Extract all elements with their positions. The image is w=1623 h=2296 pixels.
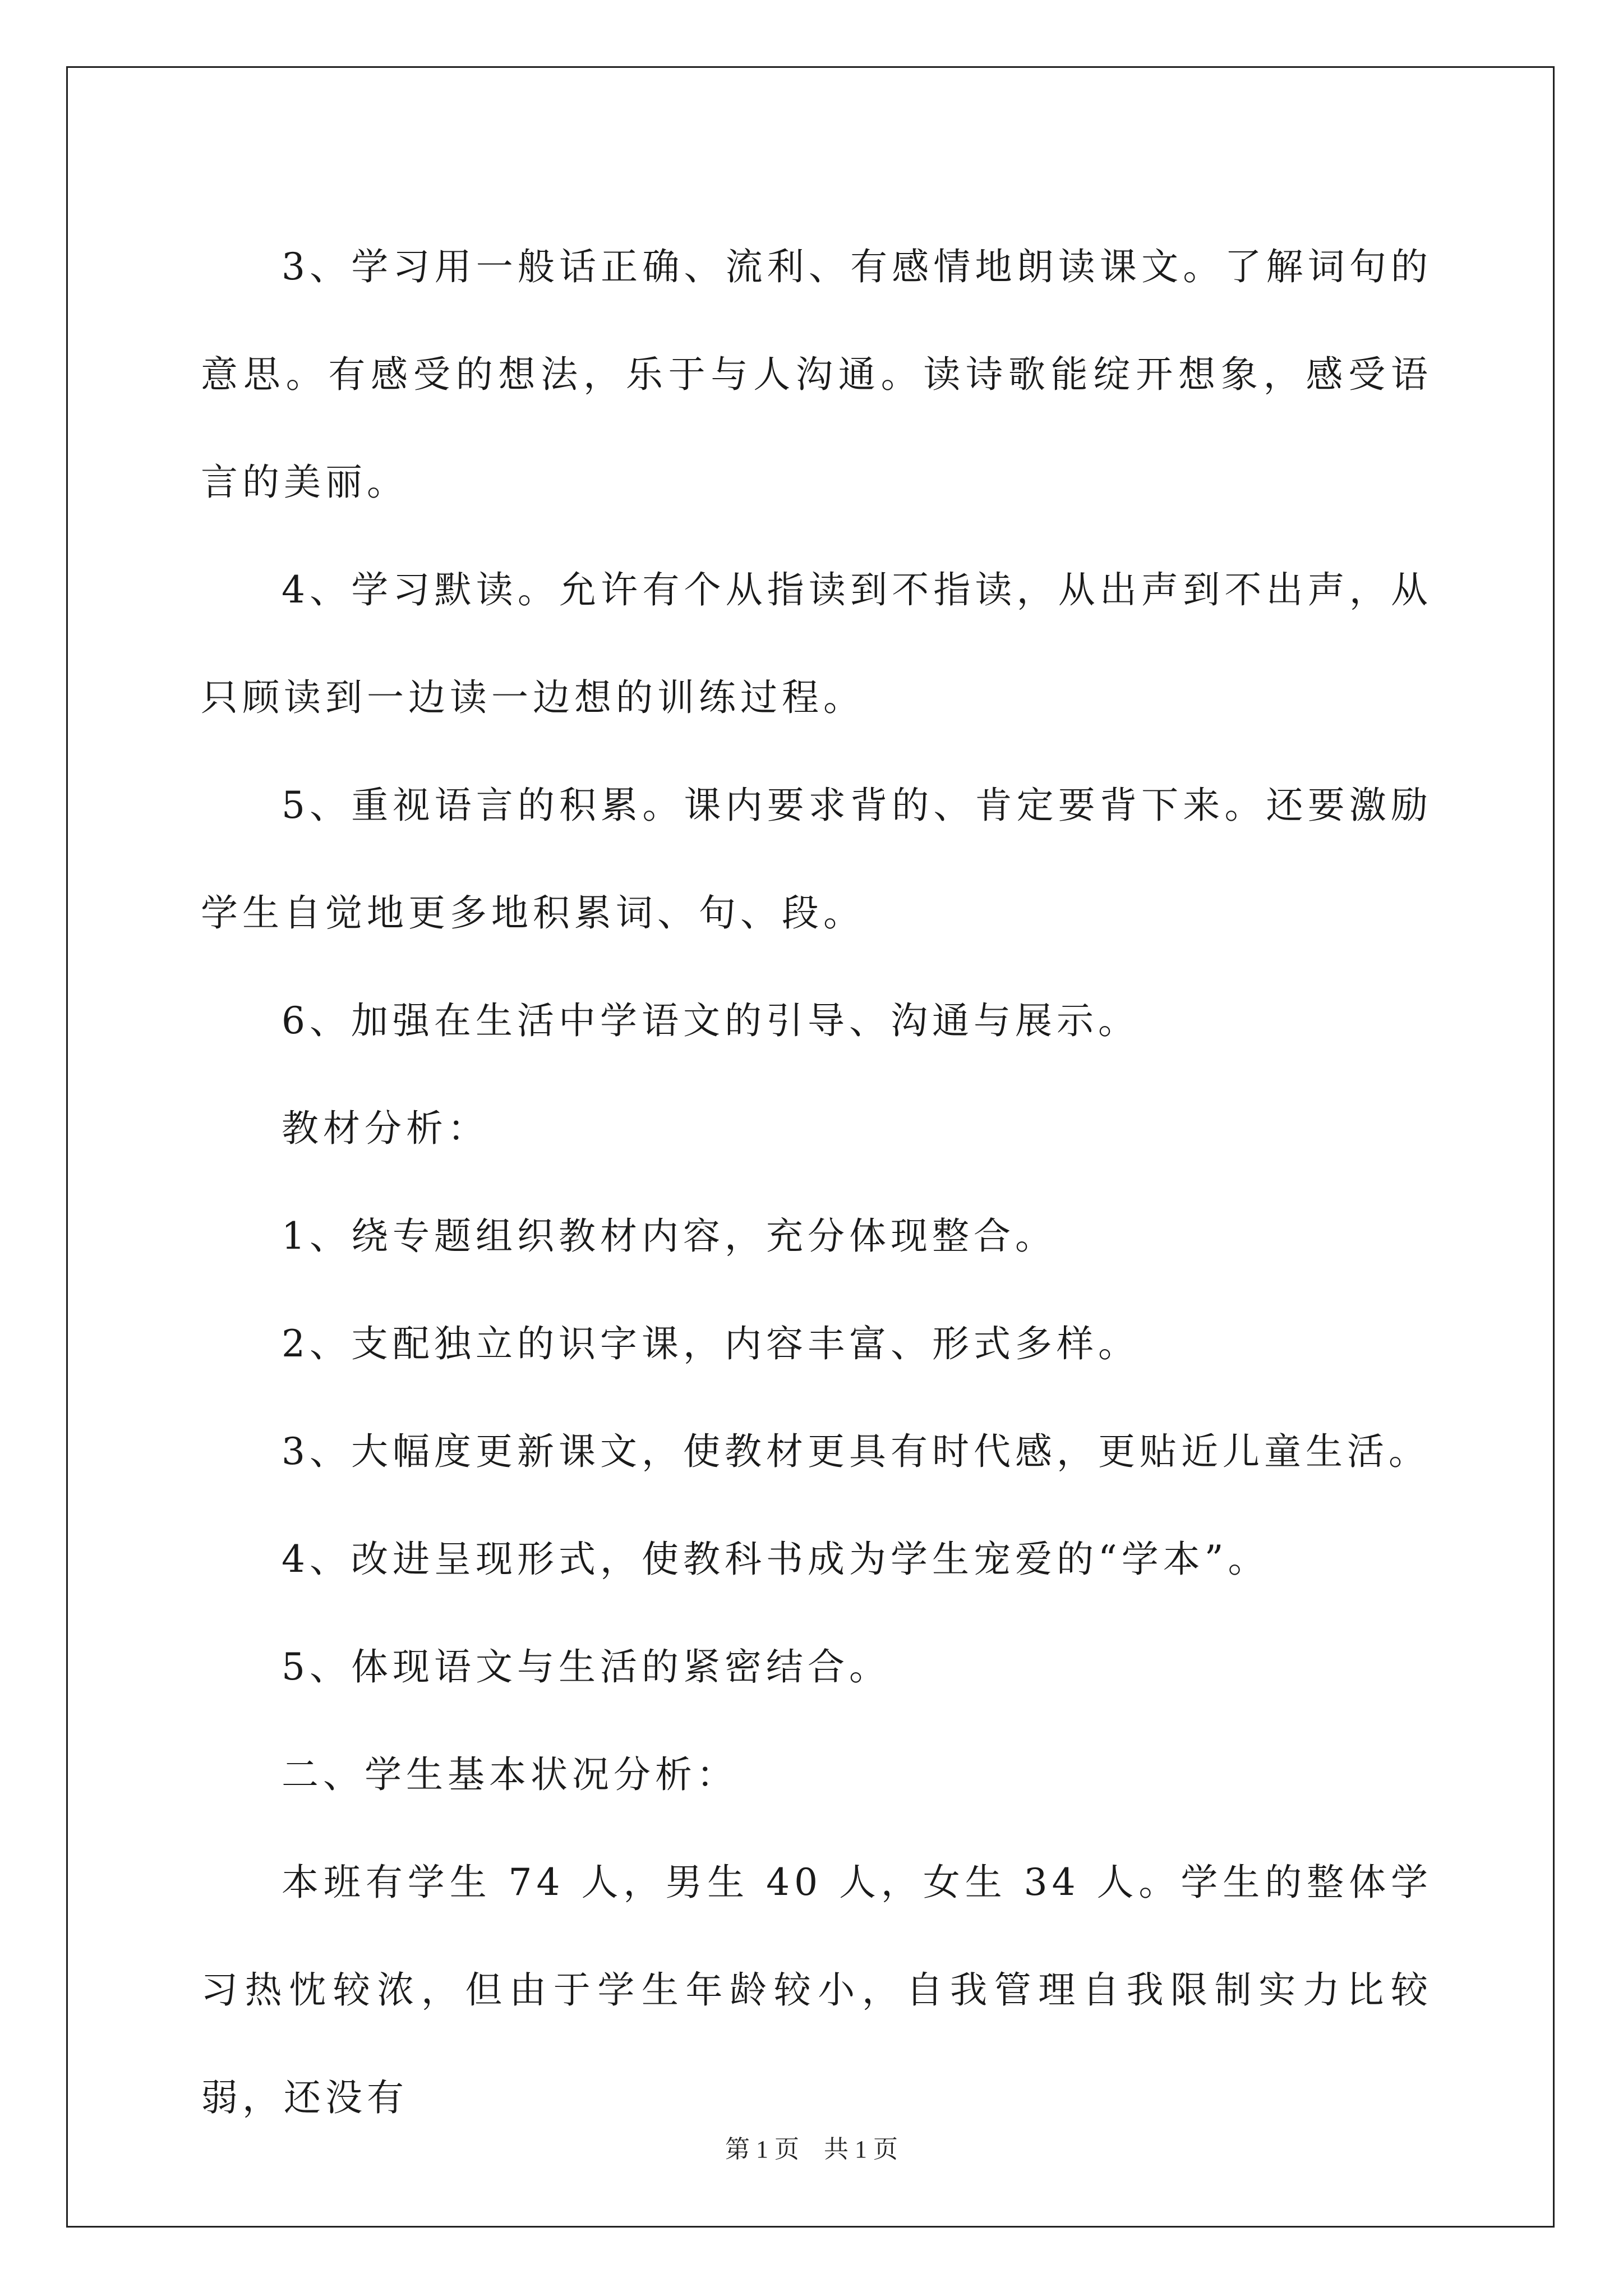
paragraph-reading-aloud: 3、学习用一般话正确、流利、有感情地朗读课文。了解词句的意思。有感受的想法，乐于与人沟通。读诗歌能绽开想象，感受语言的美丽。 <box>201 245 1432 504</box>
paragraph-class-overview: 本班有学生 74 人，男生 40 人，女生 34 人。学生的整体学习热忱较浓，但由于学生年龄较小，自我管理自我限制实力比较弱，还没有 <box>201 1861 1432 2119</box>
list-item-textbook-2: 2、支配独立的识字课，内容丰富、形式多样。 <box>282 1322 1140 1365</box>
paragraph-language-accumulation: 5、重视语言的积累。课内要求背的、肯定要背下来。还要激励学生自觉地更多地积累词、句、段。 <box>201 784 1432 935</box>
page-number-footer: 第 1 页 共 1 页 <box>725 2136 898 2163</box>
document-body <box>201 213 1432 2152</box>
paragraph-silent-reading: 4、学习默读。允许有个从指读到不指读，从出声到不出声，从只顾读到一边读一边想的训练过程。 <box>201 568 1432 719</box>
list-item-textbook-5: 5、体现语文与生活的紧密结合。 <box>282 1645 891 1688</box>
section-heading-textbook-analysis: 教材分析： <box>282 1107 489 1150</box>
list-item-textbook-4: 4、改进呈现形式，使教科书成为学生宠爱的“学本”。 <box>282 1538 1270 1581</box>
paragraph-life-chinese: 6、加强在生活中学语文的引导、沟通与展示。 <box>282 999 1140 1042</box>
section-heading-student-analysis: 二、学生基本状况分析： <box>282 1753 738 1796</box>
list-item-textbook-1: 1、绕专题组织教材内容，充分体现整合。 <box>282 1214 1057 1258</box>
list-item-textbook-3: 3、大幅度更新课文，使教材更具有时代感，更贴近儿童生活。 <box>282 1430 1430 1473</box>
